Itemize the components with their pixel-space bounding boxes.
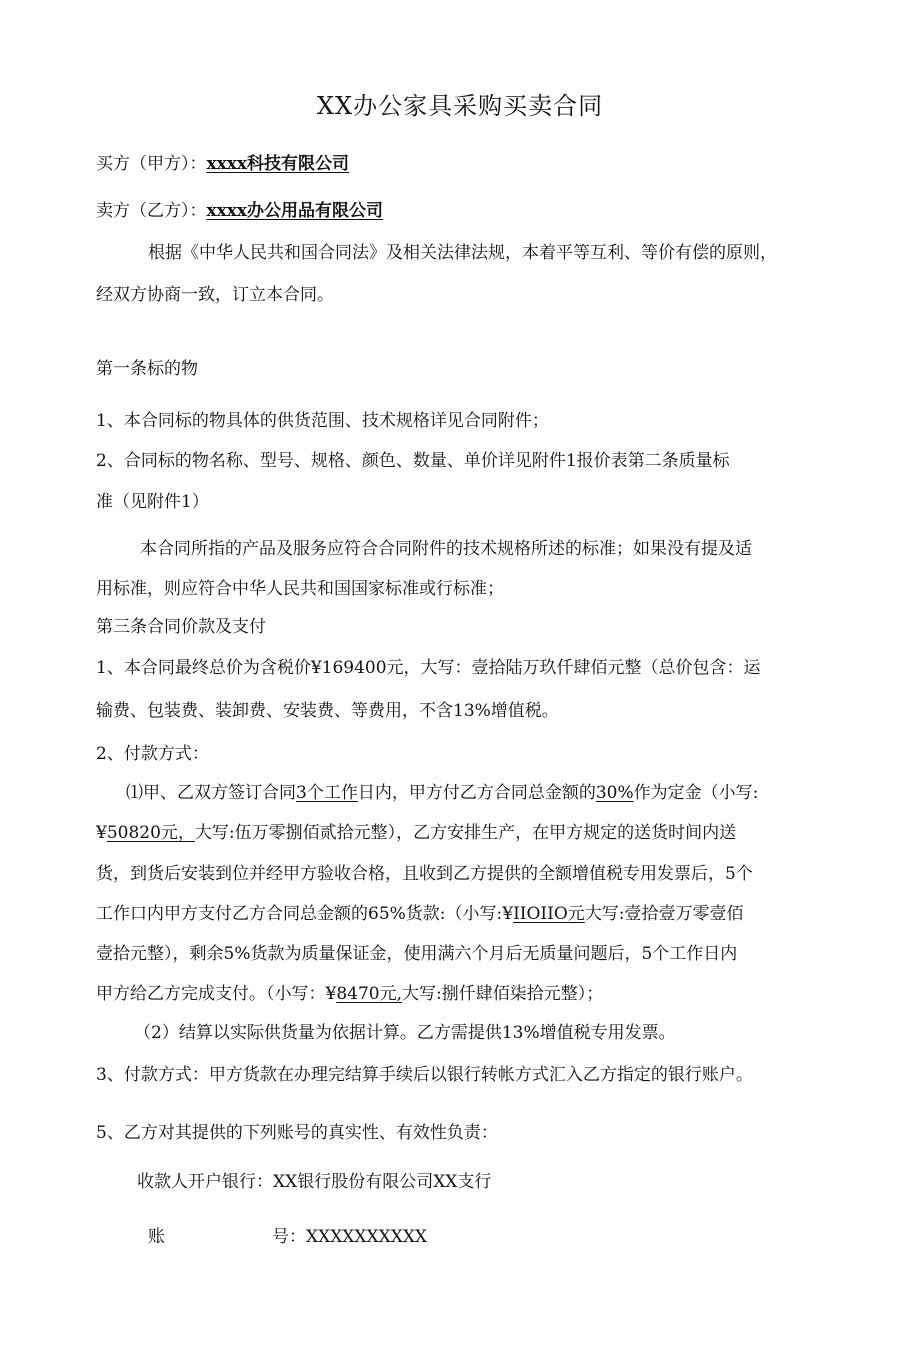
article2-line1: 本合同所指的产品及服务应符合合同附件的技术规格所述的标准；如果没有提及适 <box>140 539 752 559</box>
seller-name: xxxx办公用品有限公司 <box>206 201 384 221</box>
buyer-name: xxxx科技有限公司 <box>206 154 350 174</box>
account-label-start: 账 <box>148 1227 165 1247</box>
article3-item1-line1: 1、本合同最终总价为含税价¥169400元，大写：壹拾陆万玖仟肆佰元整（总价包含：运 <box>96 658 761 678</box>
payment-text: ¥ <box>96 823 107 843</box>
payment-para-line1 <box>126 785 758 802</box>
payment-text: 大写:捌仟肆佰柒拾元整）； <box>402 984 604 1004</box>
article3-heading: 第三条合同价款及支付 <box>96 617 266 637</box>
account-number-line: 号：XXXXXXXXXX <box>272 1227 428 1247</box>
payment-text: 大写:壹拾壹万零壹佰 <box>584 904 744 924</box>
article3-item3: 3、付款方式：甲方货款在办理完结算手续后以银行转帐方式汇入乙方指定的银行账户。 <box>96 1065 753 1085</box>
payment-text: 作为定金（小写: <box>633 783 759 803</box>
article1-item1: 1、本合同标的物具体的供货范围、技术规格详见合同附件； <box>96 411 549 431</box>
bank-line: 收款人开户银行：XX银行股份有限公司XX支行 <box>137 1172 492 1192</box>
article1-item2-line1: 2、合同标的物名称、型号、规格、颜色、数量、单价详见附件1报价表第二条质量标 <box>96 451 730 471</box>
payment-para-line3: 货，到货后安装到位并经甲方验收合格，且收到乙方提供的全额增值税专用发票后，5个 <box>96 864 753 884</box>
payment-para-line6 <box>96 986 603 1003</box>
balance-amount: IIOIIO元 <box>513 904 585 924</box>
buyer-label: 买方（甲方）： <box>96 154 207 174</box>
payment-text: ⑴甲、乙双方签订合同 <box>126 783 296 803</box>
article1-heading: 第一条标的物 <box>96 359 198 379</box>
article3-item1-line2: 输费、包装费、装卸费、安装费、等费用，不含13%增值税。 <box>96 701 559 721</box>
deposit-amount: 50820元， <box>106 823 195 843</box>
payment-text: 甲方给乙方完成支付。（小写：¥ <box>96 984 337 1004</box>
seller-line <box>96 203 383 220</box>
seller-label: 卖方（乙方）： <box>96 201 207 221</box>
payment-text: 日内，甲方付乙方合同总金额的 <box>357 783 596 803</box>
article3-item2-heading: 2、付款方式： <box>96 744 209 764</box>
payment-para-line2 <box>96 825 736 842</box>
intro-line-1: 根据《中华人民共和国合同法》及相关法律法规，本着平等互利、等价有偿的原则， <box>148 243 777 263</box>
payment-text: 工作口内甲方支付乙方合同总金额的65%货款:（小写:¥ <box>96 904 514 924</box>
intro-line-2: 经双方协商一致，订立本合同。 <box>96 285 334 305</box>
settlement-line: （2）结算以实际供货量为依据计算。乙方需提供13%增值税专用发票。 <box>134 1023 676 1043</box>
warranty-amount: 8470元, <box>336 984 402 1004</box>
article2-line2: 用标准，则应符合中华人民共和国国家标准或行标准； <box>96 579 504 599</box>
deposit-percent: 30% <box>595 783 634 803</box>
document-title: XX办公家具采购买卖合同 <box>316 92 604 120</box>
article3-item5: 5、乙方对其提供的下列账号的真实性、有效性负责： <box>96 1123 498 1143</box>
payment-para-line4 <box>96 906 744 923</box>
payment-para-line5: 壹拾元整），剩余5%货款为质量保证金，使用满六个月后无质量问题后，5个工作日内 <box>96 944 738 964</box>
payment-text: 大写:伍万零捌佰贰拾元整），乙方安排生产，在甲方规定的送货时间内送 <box>194 823 737 843</box>
buyer-line <box>96 156 349 173</box>
article1-item2-line2: 准（见附件1） <box>96 492 209 512</box>
payment-days: 3个工作 <box>296 783 358 803</box>
